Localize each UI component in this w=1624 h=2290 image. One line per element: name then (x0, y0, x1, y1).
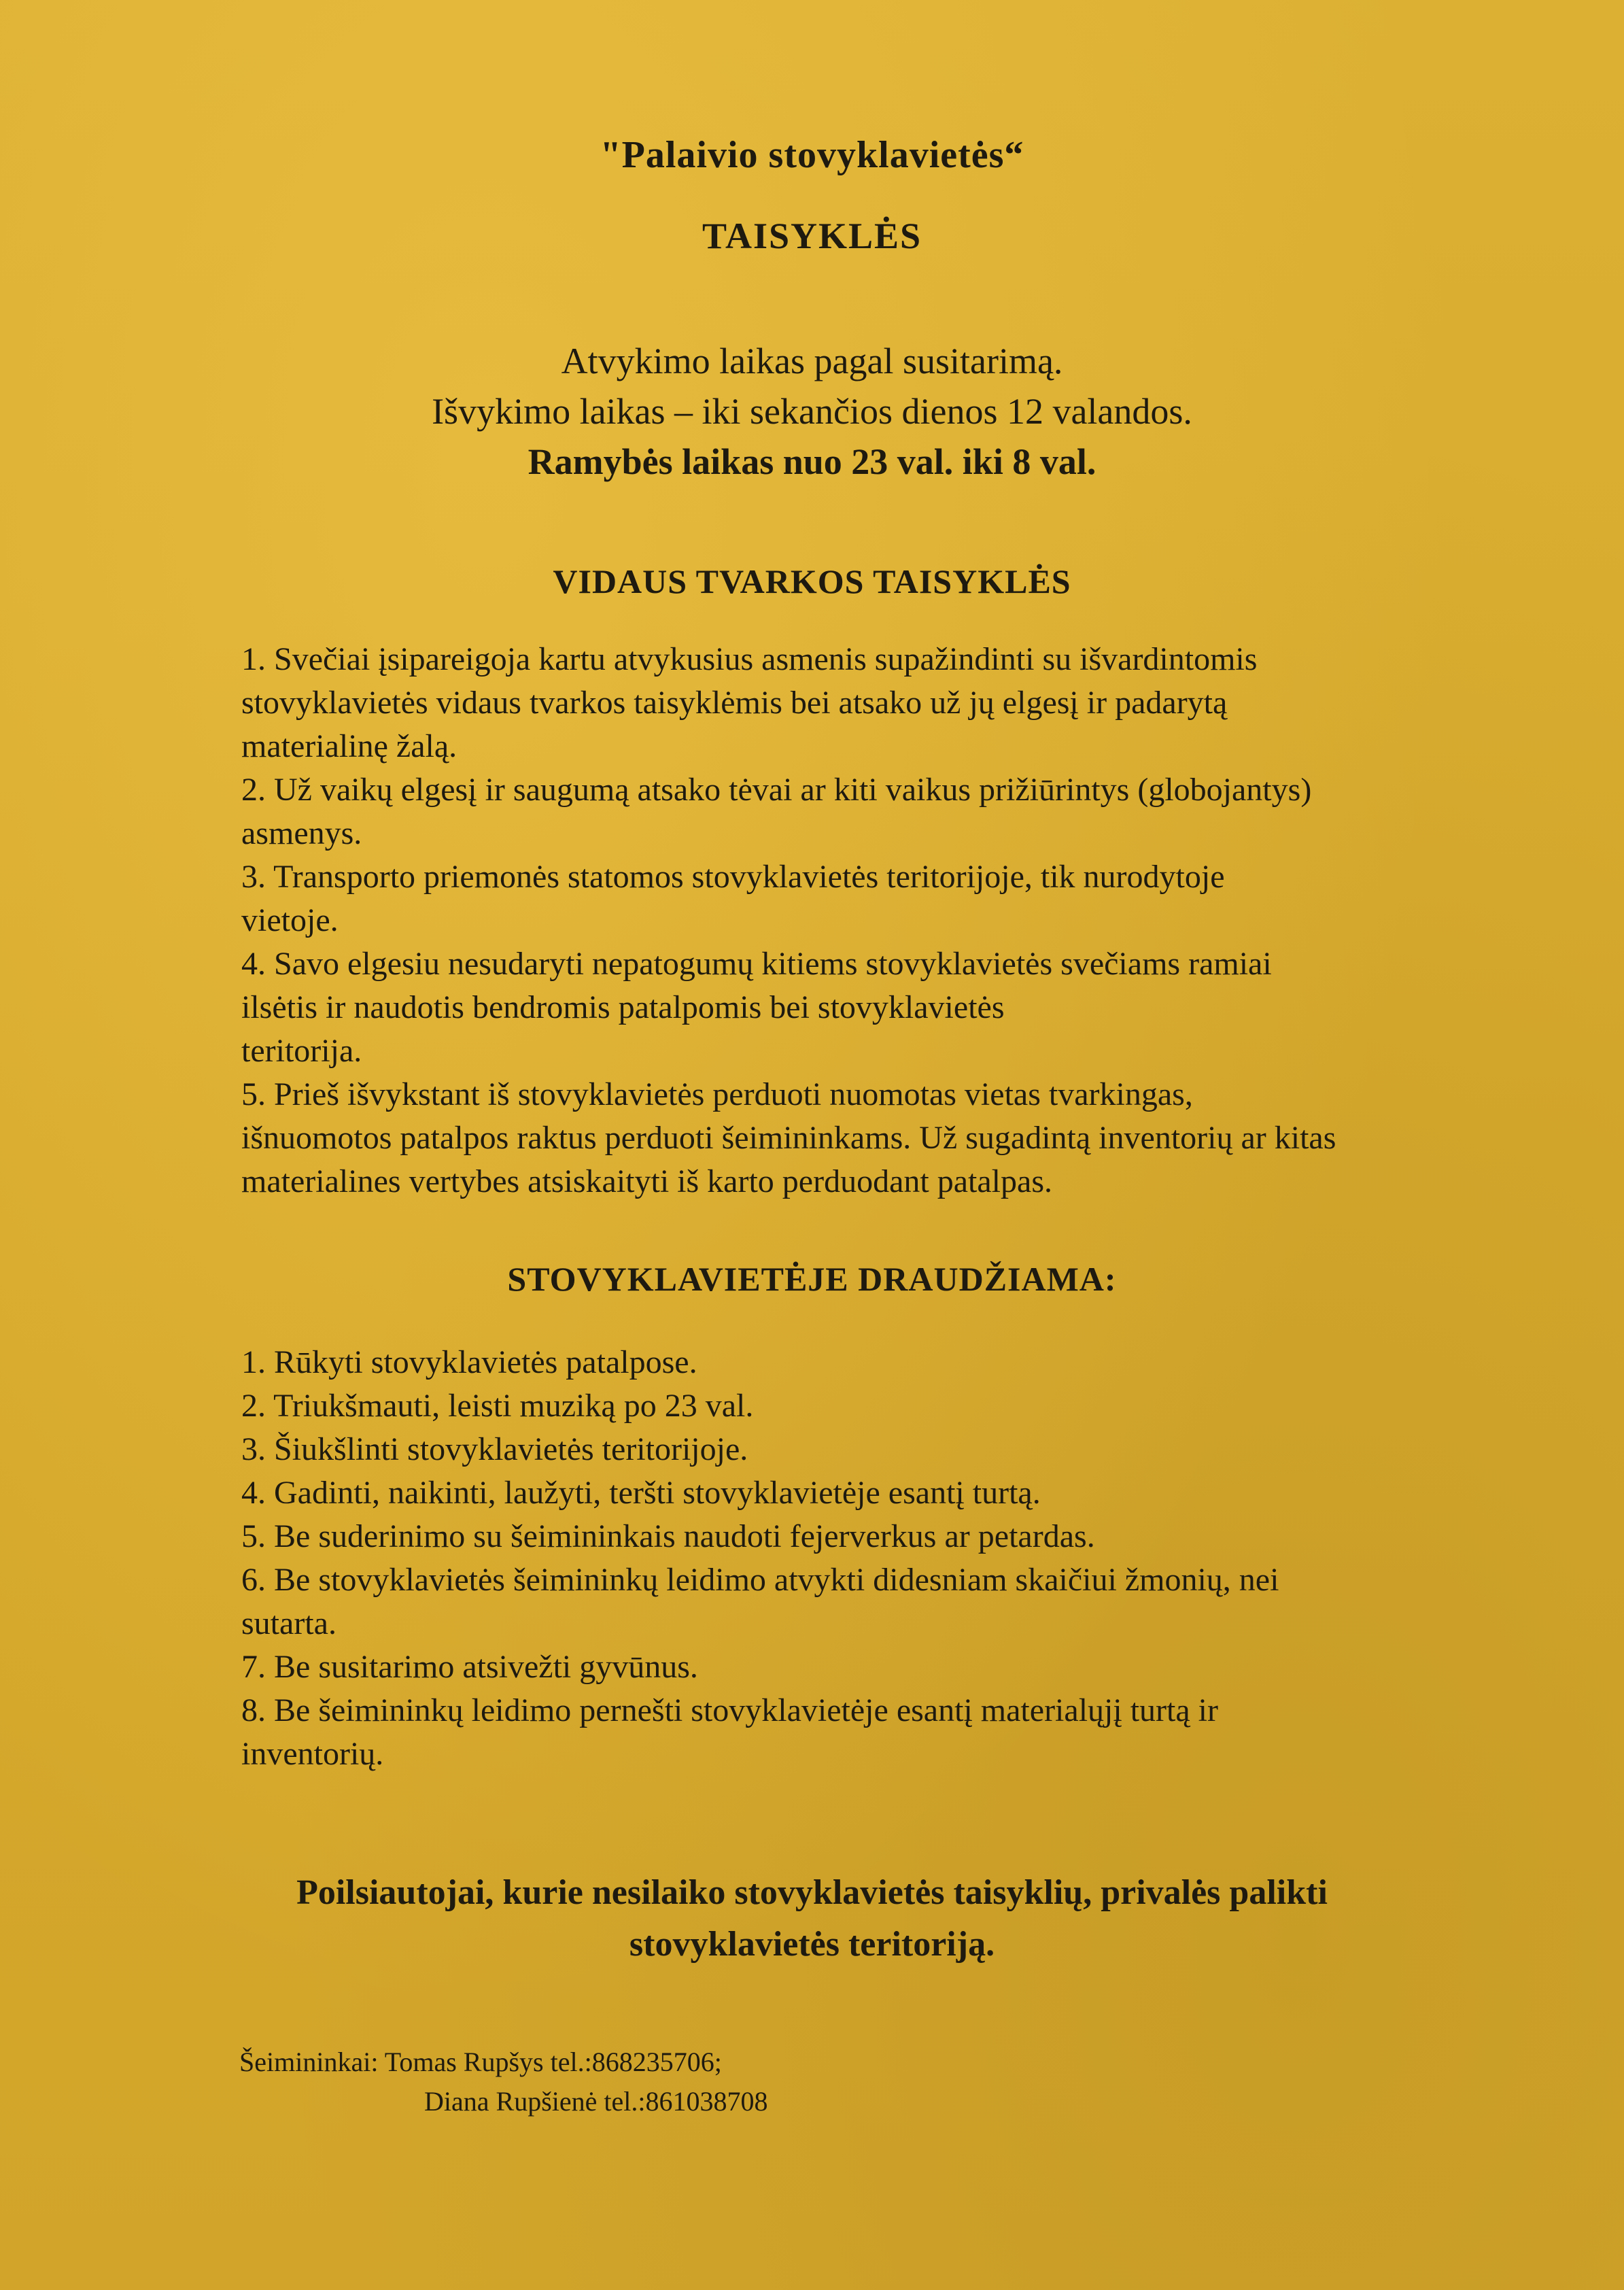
list-item: 3. Šiukšlinti stovyklavietės teritorijoje. (241, 1431, 748, 1467)
list-item: 3. Transporto priemonės statomos stovyklavietės teritorijoje, tik nurodytoje (241, 859, 1225, 895)
quiet-hours: Ramybės laikas nuo 23 val. iki 8 val. (528, 441, 1096, 482)
owners-contacts (239, 2043, 767, 2121)
warning-line-2: stovyklavietės teritoriją. (629, 1925, 995, 1964)
warning-note (0, 1867, 1624, 1970)
list-item: 5. Be suderinimo su šeimininkais naudoti fejerverkus ar petardas. (241, 1518, 1095, 1554)
owner-contact-2: Diana Rupšienė tel.:861038708 (424, 2086, 768, 2117)
list-item-continuation: materialines vertybes atsiskaityti iš karto perduodant patalpas. (241, 1163, 1052, 1199)
list-item-continuation: inventorių. (241, 1736, 384, 1772)
list-item-continuation: vietoje. (241, 902, 339, 938)
list-item: 2. Už vaikų elgesį ir saugumą atsako tėvai ar kiti vaikus prižiūrintys (globojantys) (241, 772, 1312, 808)
list-item: 2. Triukšmauti, leisti muziką po 23 val. (241, 1388, 754, 1424)
list-item: 8. Be šeimininkų leidimo pernešti stovyklavietėje esantį materialųjį turtą ir (241, 1692, 1218, 1728)
list-item: 4. Savo elgesiu nesudaryti nepatogumų kitiems stovyklavietės svečiams ramiai (241, 946, 1272, 982)
internal-rules-list (241, 638, 1567, 1203)
list-item: 7. Be susitarimo atsivežti gyvūnus. (241, 1649, 698, 1685)
list-item: 5. Prieš išvykstant iš stovyklavietės perduoti nuomotas vietas tvarkingas, (241, 1076, 1193, 1112)
time-rules (0, 336, 1624, 487)
owner-contact-1: Šeimininkai: Tomas Rupšys tel.:868235706; (239, 2047, 722, 2077)
list-item-continuation: asmenys. (241, 815, 362, 851)
internal-rules-heading: VIDAUS TVARKOS TAISYKLĖS (553, 562, 1071, 600)
arrival-time: Atvykimo laikas pagal susitarimą. (561, 341, 1063, 381)
list-item: 1. Svečiai įsipareigoja kartu atvykusius asmenis supažindinti su išvardintomis (241, 641, 1258, 677)
warning-line-1: Poilsiautojai, kurie nesilaiko stovyklavietės taisyklių, privalės palikti (296, 1873, 1328, 1912)
list-item-continuation: išnuomotos patalpos raktus perduoti šeimininkams. Už sugadintą inventorių ar kitas (241, 1120, 1336, 1156)
prohibited-heading: STOVYKLAVIETĖJE DRAUDŽIAMA: (507, 1260, 1117, 1298)
document-subtitle: TAISYKLĖS (702, 216, 922, 256)
list-item: 6. Be stovyklavietės šeimininkų leidimo atvykti didesniam skaičiui žmonių, nei (241, 1562, 1279, 1598)
list-item: 1. Rūkyti stovyklavietės patalpose. (241, 1344, 697, 1380)
departure-time: Išvykimo laikas – iki sekančios dienos 12 valandos. (432, 391, 1192, 432)
document-title: "Palaivio stovyklavietės“ (600, 134, 1024, 176)
list-item-continuation: materialinę žalą. (241, 728, 457, 764)
list-item-continuation: ilsėtis ir naudotis bendromis patalpomis bei stovyklavietės (241, 989, 1005, 1025)
prohibited-list (241, 1341, 1567, 1776)
list-item: 4. Gadinti, naikinti, laužyti, teršti stovyklavietėje esantį turtą. (241, 1475, 1041, 1511)
list-item-continuation: teritorija. (241, 1033, 362, 1069)
list-item-continuation: sutarta. (241, 1605, 336, 1641)
list-item-continuation: stovyklavietės vidaus tvarkos taisyklėmis bei atsako už jų elgesį ir padarytą (241, 685, 1228, 721)
